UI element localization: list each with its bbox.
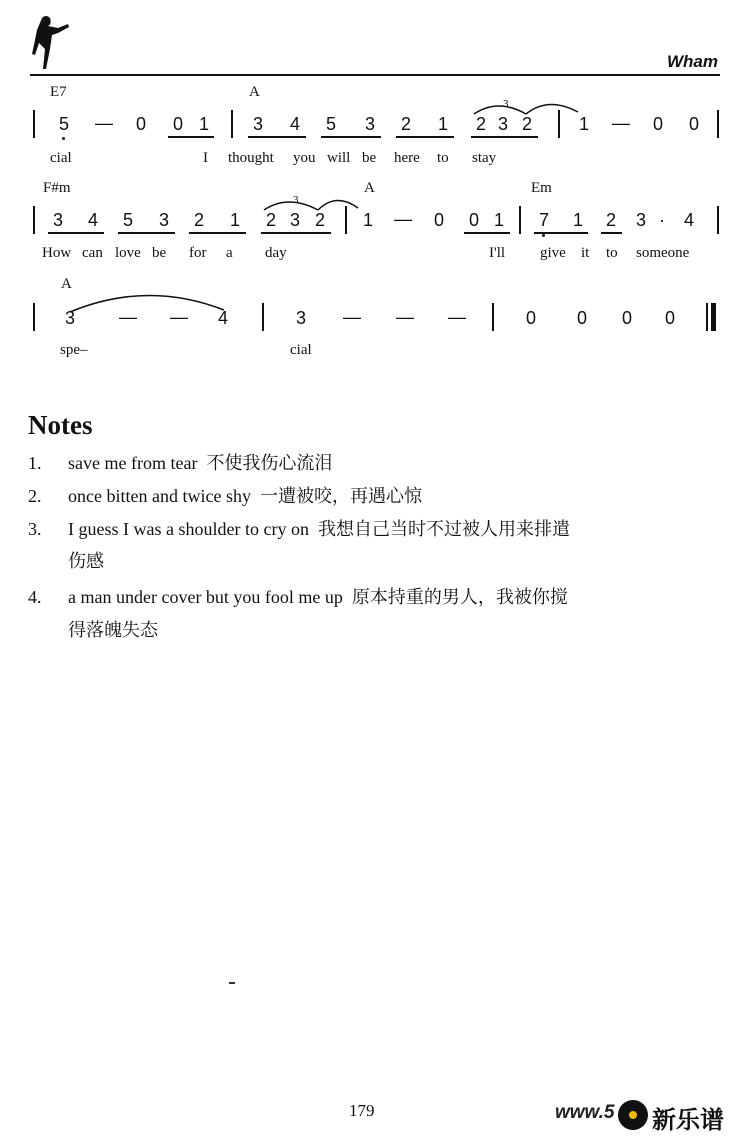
lyric: thought	[228, 150, 274, 166]
note: 3	[295, 308, 306, 328]
bar-line	[262, 303, 264, 331]
note: 4	[217, 308, 228, 328]
note: 1	[578, 114, 589, 134]
note-number: 2.	[28, 486, 42, 506]
note: 5	[325, 114, 336, 134]
note: 2	[265, 210, 276, 230]
beam-underline	[248, 136, 306, 138]
page-number: 179	[349, 1101, 375, 1120]
lyric: can	[82, 245, 103, 261]
chord-label: F#m	[43, 180, 71, 196]
bar-line	[558, 110, 560, 138]
note: 2	[400, 114, 411, 134]
lyric: I'll	[489, 245, 506, 261]
lyric: to	[606, 245, 618, 261]
note: 1	[229, 210, 240, 230]
beam-underline	[168, 136, 214, 138]
note-number: 4.	[28, 587, 42, 607]
triplet-number: 3	[503, 98, 509, 110]
lyric: spe–	[60, 342, 88, 358]
note: 0	[664, 308, 675, 328]
note: 7	[538, 210, 549, 230]
note: 3	[289, 210, 300, 230]
dot-note: ·	[659, 210, 665, 230]
beam-underline	[261, 232, 331, 234]
chord-label: E7	[50, 84, 67, 100]
final-bar-thin	[706, 303, 708, 331]
bar-line	[231, 110, 233, 138]
chord-label: Em	[531, 180, 552, 196]
bar-line	[492, 303, 494, 331]
bar-line	[717, 206, 719, 234]
lyric: day	[265, 245, 287, 261]
note: 0	[652, 114, 663, 134]
note: 4	[87, 210, 98, 230]
note: 0	[621, 308, 632, 328]
dash: —	[612, 113, 630, 133]
bar-line	[33, 303, 35, 331]
artist-name: Wham	[667, 52, 718, 71]
beam-underline	[48, 232, 104, 234]
note-chinese: 原本持重的男人，我被你搅	[351, 587, 568, 608]
note-item	[28, 482, 728, 508]
dash: —	[396, 307, 414, 327]
low-octave-dot	[62, 137, 65, 140]
lyric: cial	[290, 342, 312, 358]
lyric: stay	[472, 150, 497, 166]
chord-label: A	[249, 84, 260, 100]
note: 0	[135, 114, 146, 134]
record-disc-icon	[618, 1100, 648, 1130]
note: 0	[576, 308, 587, 328]
note: 1	[572, 210, 583, 230]
watermark-url: www.5	[555, 1102, 615, 1123]
dash: —	[343, 307, 361, 327]
lyric: a	[226, 245, 233, 261]
bar-line	[519, 206, 521, 234]
note: 4	[683, 210, 694, 230]
note-item	[28, 583, 728, 609]
bar-line	[33, 206, 35, 234]
note-number: 1.	[28, 453, 42, 473]
note: 3	[252, 114, 263, 134]
note-english: save me from tear	[68, 453, 198, 473]
lyric: I	[203, 150, 208, 166]
lyric: you	[293, 150, 316, 166]
note: 3	[635, 210, 646, 230]
note-chinese: 不使我伤心流泪	[206, 453, 333, 474]
note: 4	[289, 114, 300, 134]
note: 3	[364, 114, 375, 134]
note-item	[28, 449, 728, 475]
notes-heading: Notes	[28, 410, 93, 440]
note-chinese-continued: 得落魄失态	[68, 620, 158, 641]
beam-underline	[189, 232, 246, 234]
lyric: here	[394, 150, 420, 166]
note: 0	[688, 114, 699, 134]
note: 2	[605, 210, 616, 230]
lyric: be	[152, 245, 167, 261]
lyric: give	[540, 245, 566, 261]
note: 0	[433, 210, 444, 230]
dash: —	[448, 307, 466, 327]
beam-underline	[534, 232, 588, 234]
dancer-logo-icon	[28, 12, 72, 72]
note: 0	[172, 114, 183, 134]
note: 2	[521, 114, 532, 134]
note: 1	[362, 210, 373, 230]
beam-underline	[601, 232, 622, 234]
note: 0	[468, 210, 479, 230]
lyric: How	[42, 245, 72, 261]
note-english: once bitten and twice shy	[68, 486, 251, 506]
note-chinese: 一遭被咬，再遇心惊	[259, 486, 422, 507]
note: 3	[52, 210, 63, 230]
note-english: a man under cover but you fool me up	[68, 587, 343, 607]
bar-line	[717, 110, 719, 138]
note: 3	[497, 114, 508, 134]
dash: —	[119, 307, 137, 327]
bar-line	[33, 110, 35, 138]
beam-underline	[321, 136, 381, 138]
low-octave-dot	[542, 234, 545, 237]
note: 1	[437, 114, 448, 134]
note: 5	[122, 210, 133, 230]
lyric: someone	[636, 245, 690, 261]
triplet-slur	[258, 192, 368, 218]
lyric: cial	[50, 150, 72, 166]
note: 2	[193, 210, 204, 230]
chord-label: A	[61, 276, 72, 292]
note: 2	[475, 114, 486, 134]
lyric: love	[115, 245, 141, 261]
note-english: I guess I was a shoulder to cry on	[68, 519, 309, 539]
note-item	[28, 515, 728, 541]
note: 2	[314, 210, 325, 230]
lyric: will	[327, 150, 351, 166]
note: 1	[493, 210, 504, 230]
note-chinese-continued: 伤感	[68, 551, 104, 572]
lyric: be	[362, 150, 377, 166]
lyric: it	[581, 245, 590, 261]
note: 5	[58, 114, 69, 134]
note: 1	[198, 114, 209, 134]
final-bar-thick	[711, 303, 716, 331]
note: 3	[158, 210, 169, 230]
chord-label: A	[364, 180, 375, 196]
lyric: to	[437, 150, 449, 166]
beam-underline	[118, 232, 175, 234]
note-chinese: 我想自己当时不过被人用来排遣	[317, 519, 570, 540]
beam-underline	[464, 232, 510, 234]
lyric: for	[189, 245, 207, 261]
bar-line	[345, 206, 347, 234]
beam-underline	[396, 136, 454, 138]
beam-underline	[471, 136, 538, 138]
note: 3	[64, 308, 75, 328]
note-number: 3.	[28, 519, 42, 539]
header-rule	[30, 74, 720, 76]
stray-mark	[229, 982, 235, 984]
note: 0	[525, 308, 536, 328]
watermark-brand: 新乐谱	[652, 1106, 724, 1134]
dash: —	[394, 209, 412, 229]
dash: —	[95, 113, 113, 133]
dash: —	[170, 307, 188, 327]
triplet-number: 3	[293, 194, 299, 206]
